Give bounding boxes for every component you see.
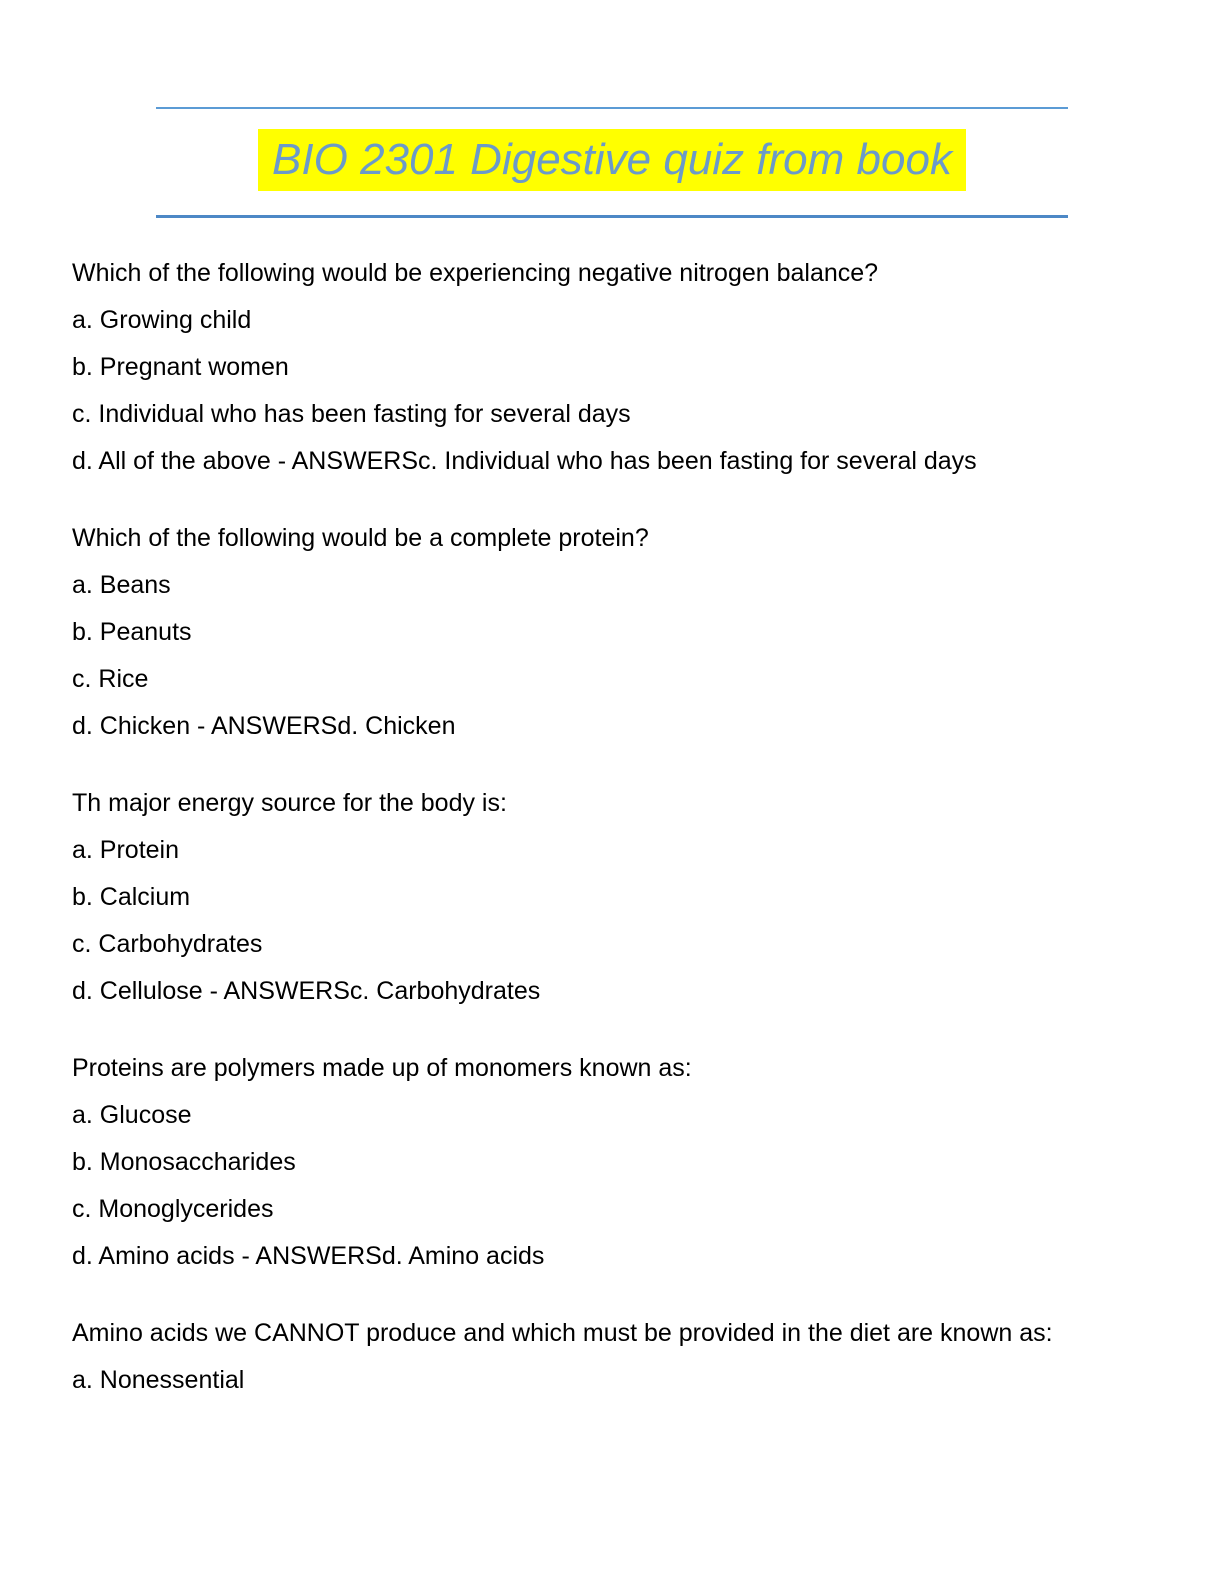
question-option: b. Pregnant women	[72, 353, 289, 381]
question-option: b. Calcium	[72, 883, 191, 911]
question-option: b. Peanuts	[72, 618, 192, 646]
quiz-body	[72, 258, 1152, 1395]
question-option: c. Rice	[72, 665, 149, 693]
question-prompt: Which of the following would be experiencing negative nitrogen balance?	[72, 259, 879, 287]
question-option: d. All of the above - ANSWERSc. Individual who has been fasting for several days	[72, 447, 977, 475]
question-option: d. Cellulose - ANSWERSc. Carbohydrates	[72, 977, 541, 1005]
question-prompt: Proteins are polymers made up of monomers known as:	[72, 1054, 692, 1082]
question-option: a. Beans	[72, 571, 171, 599]
question-block-5	[72, 1318, 1152, 1395]
question-prompt: Which of the following would be a complete protein?	[72, 524, 649, 552]
question-block-4	[72, 1053, 1152, 1271]
question-option: c. Individual who has been fasting for several days	[72, 400, 631, 428]
question-block-3	[72, 788, 1152, 1006]
question-option: a. Glucose	[72, 1101, 192, 1129]
document-header	[156, 107, 1068, 218]
page-title-highlight: BIO 2301 Digestive quiz from book	[258, 129, 966, 191]
question-option: c. Monoglycerides	[72, 1195, 274, 1223]
question-prompt: Amino acids we CANNOT produce and which must be provided in the diet are known as:	[72, 1319, 1053, 1347]
page-title	[156, 129, 1068, 191]
question-option: d. Amino acids - ANSWERSd. Amino acids	[72, 1242, 545, 1270]
question-option: a. Protein	[72, 836, 180, 864]
question-option: b. Monosaccharides	[72, 1148, 296, 1176]
question-prompt: Th major energy source for the body is:	[72, 789, 507, 817]
question-option: c. Carbohydrates	[72, 930, 263, 958]
question-option: a. Nonessential	[72, 1366, 245, 1394]
question-option: a. Growing child	[72, 306, 252, 334]
question-block-1	[72, 258, 1152, 476]
question-option: d. Chicken - ANSWERSd. Chicken	[72, 712, 456, 740]
question-block-2	[72, 523, 1152, 741]
